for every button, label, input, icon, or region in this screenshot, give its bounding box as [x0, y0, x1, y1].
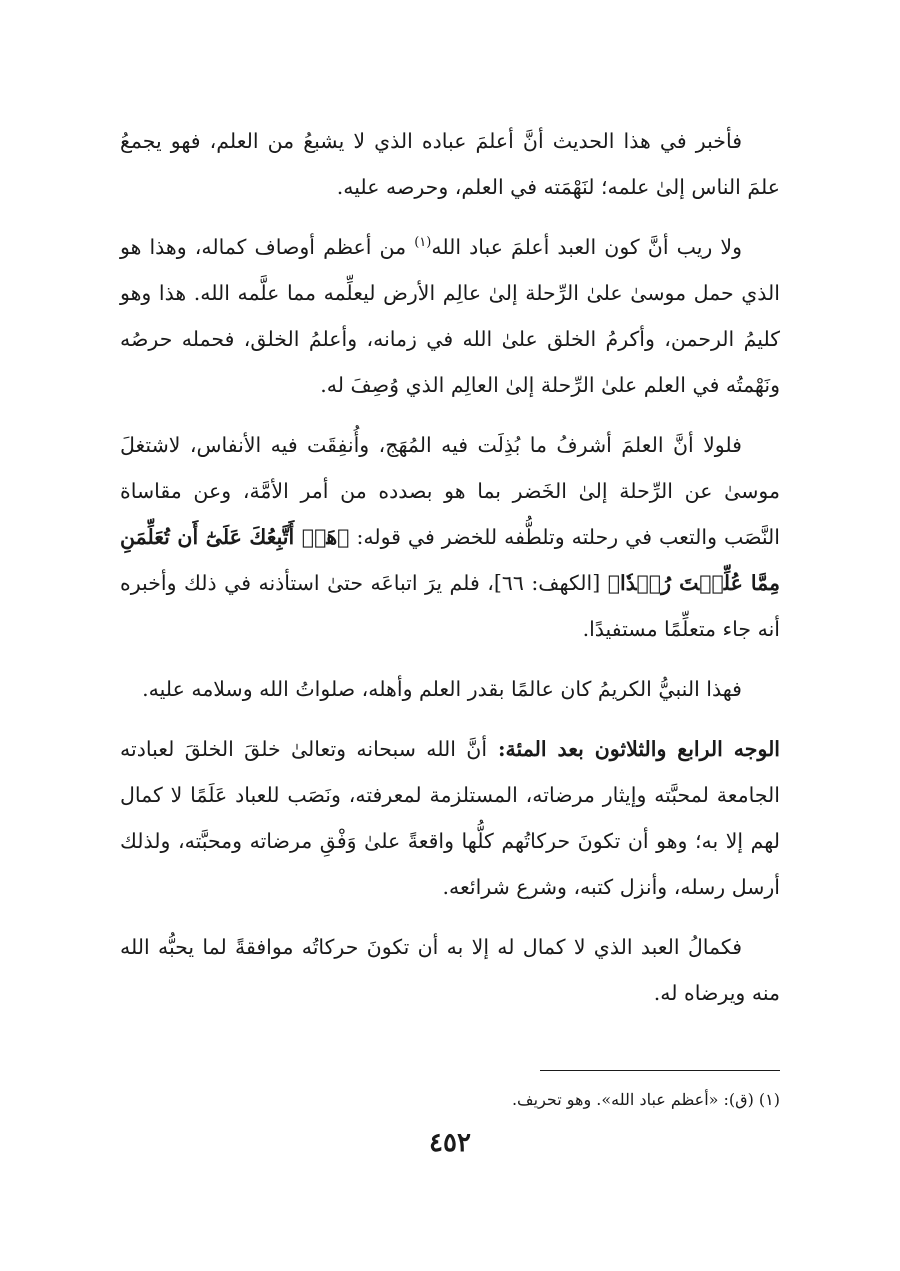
- paragraph-2-part-1: ولا ريب أنَّ كون العبد أعلمَ عباد الله: [431, 235, 742, 259]
- paragraph-3: [120, 422, 780, 652]
- footnote-divider: [540, 1070, 780, 1071]
- paragraph-5: [120, 726, 780, 910]
- quran-verse: ﴿هَلۡ أَتَّبِعُكَ عَلَىٰٓ أَن تُعَلِّمَنِ مِمَّا عُلِّمۡتَ رُشۡدٗا﴾: [120, 525, 780, 595]
- paragraph-2-part-2: من أعظم أوصاف كماله، وهذا هو الذي حمل موسىٰ علىٰ الرِّحلة إلىٰ عالِم الأرض ليعلِّمه مما علَّمه الله. هذا وهو كليمُ الرحمن، وأكرمُ الخلق علىٰ الله في زمانه، وأعلمُ الخلق، فحمله حرصُه ونَهْمتُه في العلم علىٰ الرِّحلة إلىٰ العالِم الذي وُصِفَ له.: [120, 235, 780, 397]
- page-body: [120, 118, 780, 1030]
- paragraph-4: فهذا النبيُّ الكريمُ كان عالمًا بقدر العلم وأهله، صلواتُ الله وسلامه عليه.: [142, 677, 742, 701]
- page-number: ٤٥٢: [429, 1128, 471, 1158]
- paragraph-5-body: أنَّ الله سبحانه وتعالىٰ خلقَ الخلقَ لعبادته الجامعة لمحبَّته وإيثار مرضاته، المستلزمة لمعرفته، ونَصَب للعباد عَلَمًا لا كمال لهم إلا به؛ وهو أن تكونَ حركاتُهم كلُّها واقعةً علىٰ وَفْقِ مرضاته ومحبَّته، ولذلك أرسل رسله، وأنزل كتبه، وشرع شرائعه.: [120, 737, 780, 899]
- footnote: (١) (ق): «أعظم عباد الله». وهو تحريف.: [511, 1090, 780, 1109]
- paragraph-2: [120, 224, 780, 408]
- paragraph-3-part-1: فلولا أنَّ العلمَ أشرفُ ما بُذِلَت فيه المُهَج، وأُنفِقَت فيه الأنفاس، لاشتغلَ موسىٰ عن الرِّحلة إلىٰ الخَضر بما هو بصدده من أمر الأمَّة، وعن مقاساة النَّصَب والتعب في رحلته وتلطُّفه للخضر في قوله:: [120, 433, 780, 549]
- section-heading: الوجه الرابع والثلاثون بعد المئة:: [487, 737, 781, 761]
- footnote-reference[interactable]: (١): [414, 235, 432, 251]
- paragraph-6: فكمالُ العبد الذي لا كمال له إلا به أن تكونَ حركاتُه موافقةً لما يحبُّه الله منه ويرضاه له.: [120, 935, 780, 1005]
- paragraph-1: فأخبر في هذا الحديث أنَّ أعلمَ عباده الذي لا يشبعُ من العلم، فهو يجمعُ علمَ الناس إلىٰ علمه؛ لنَهْمَته في العلم، وحرصه عليه.: [120, 129, 780, 199]
- paragraph-3-part-2: [الكهف: ٦٦]، فلم يرَ اتباعَه حتىٰ استأذنه في ذلك وأخبره أنه جاء متعلِّمًا مستفيدًا.: [120, 571, 780, 641]
